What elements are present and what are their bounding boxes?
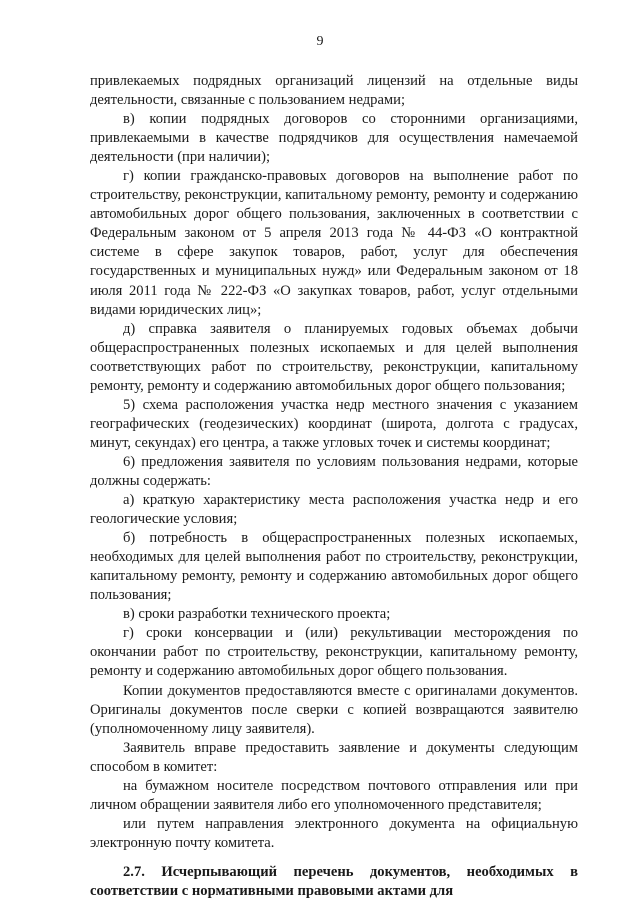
paragraph: б) потребность в общераспространенных полезных ископаемых, необходимых для целей выполнения работ по строительству, реконструкции, капитальному ремонту, ремонту и содержанию автомобильных дорог общего пользования;: [90, 530, 578, 604]
paragraph: на бумажном носителе посредством почтового отправления или при личном обращении заявителя либо его уполномоченного представителя;: [90, 777, 578, 813]
paragraph: а) краткую характеристику места расположения участка недр и его геологические условия;: [90, 492, 578, 528]
paragraph: Копии документов предоставляются вместе с оригиналами документов. Оригиналы документов после сверки с копией возвращаются заявителю (уполномоченному лицу заявителя).: [90, 682, 578, 737]
paragraph: в) копии подрядных договоров со сторонними организациями, привлекаемыми в качестве подрядчиков для осуществления намечаемой деятельности (при наличии);: [90, 111, 578, 166]
document-body: [90, 72, 578, 901]
paragraph: в) сроки разработки технического проекта;: [123, 606, 391, 623]
paragraph: Заявитель вправе предоставить заявление и документы следующим способом в комитет:: [90, 739, 578, 775]
paragraph: 6) предложения заявителя по условиям пользования недрами, которые должны содержать:: [90, 453, 578, 489]
paragraph: г) копии гражданско-правовых договоров на выполнение работ по строительству, реконструкции, капитальному ремонту, ремонту и содержанию автомобильных дорог общего пользования, заключенных в соответствии с Федеральным законом от 5 апреля 2013 года № 44-ФЗ «О контрактной системе в сфере закупок товаров, работ, услуг для обеспечения государственных и муниципальных нужд» или Федеральным законом от 18 июля 2011 года № 222-ФЗ «О закупках товаров, работ, услуг отдельными видами юридических лиц»;: [90, 168, 578, 318]
paragraph: или путем направления электронного документа на официальную электронную почту комитета.: [90, 815, 578, 851]
paragraph: 5) схема расположения участка недр местного значения с указанием географических (геодезических) координат (широта, долгота с градусах, минут, секундах) его центра, а также угловых точек и системы координат;: [90, 396, 578, 451]
paragraph: привлекаемых подрядных организаций лицензий на отдельные виды деятельности, связанные с пользованием недрами;: [90, 73, 578, 109]
section-heading: 2.7. Исчерпывающий перечень документов, необходимых в соответствии с нормативными правовыми актами для: [90, 863, 578, 899]
paragraph: д) справка заявителя о планируемых годовых объемах добычи общераспространенных полезных ископаемых и для целей выполнения соответствующих работ по строительству, реконструкции, капитальному ремонту, ремонту и содержанию автомобильных дорог общего пользования;: [90, 320, 578, 394]
paragraph: г) сроки консервации и (или) рекультивации месторождения по окончании работ по строительству, реконструкции, капитальному ремонту, ремонту и содержанию автомобильных дорог общего пользования.: [90, 625, 578, 680]
page-number: 9: [316, 34, 324, 49]
